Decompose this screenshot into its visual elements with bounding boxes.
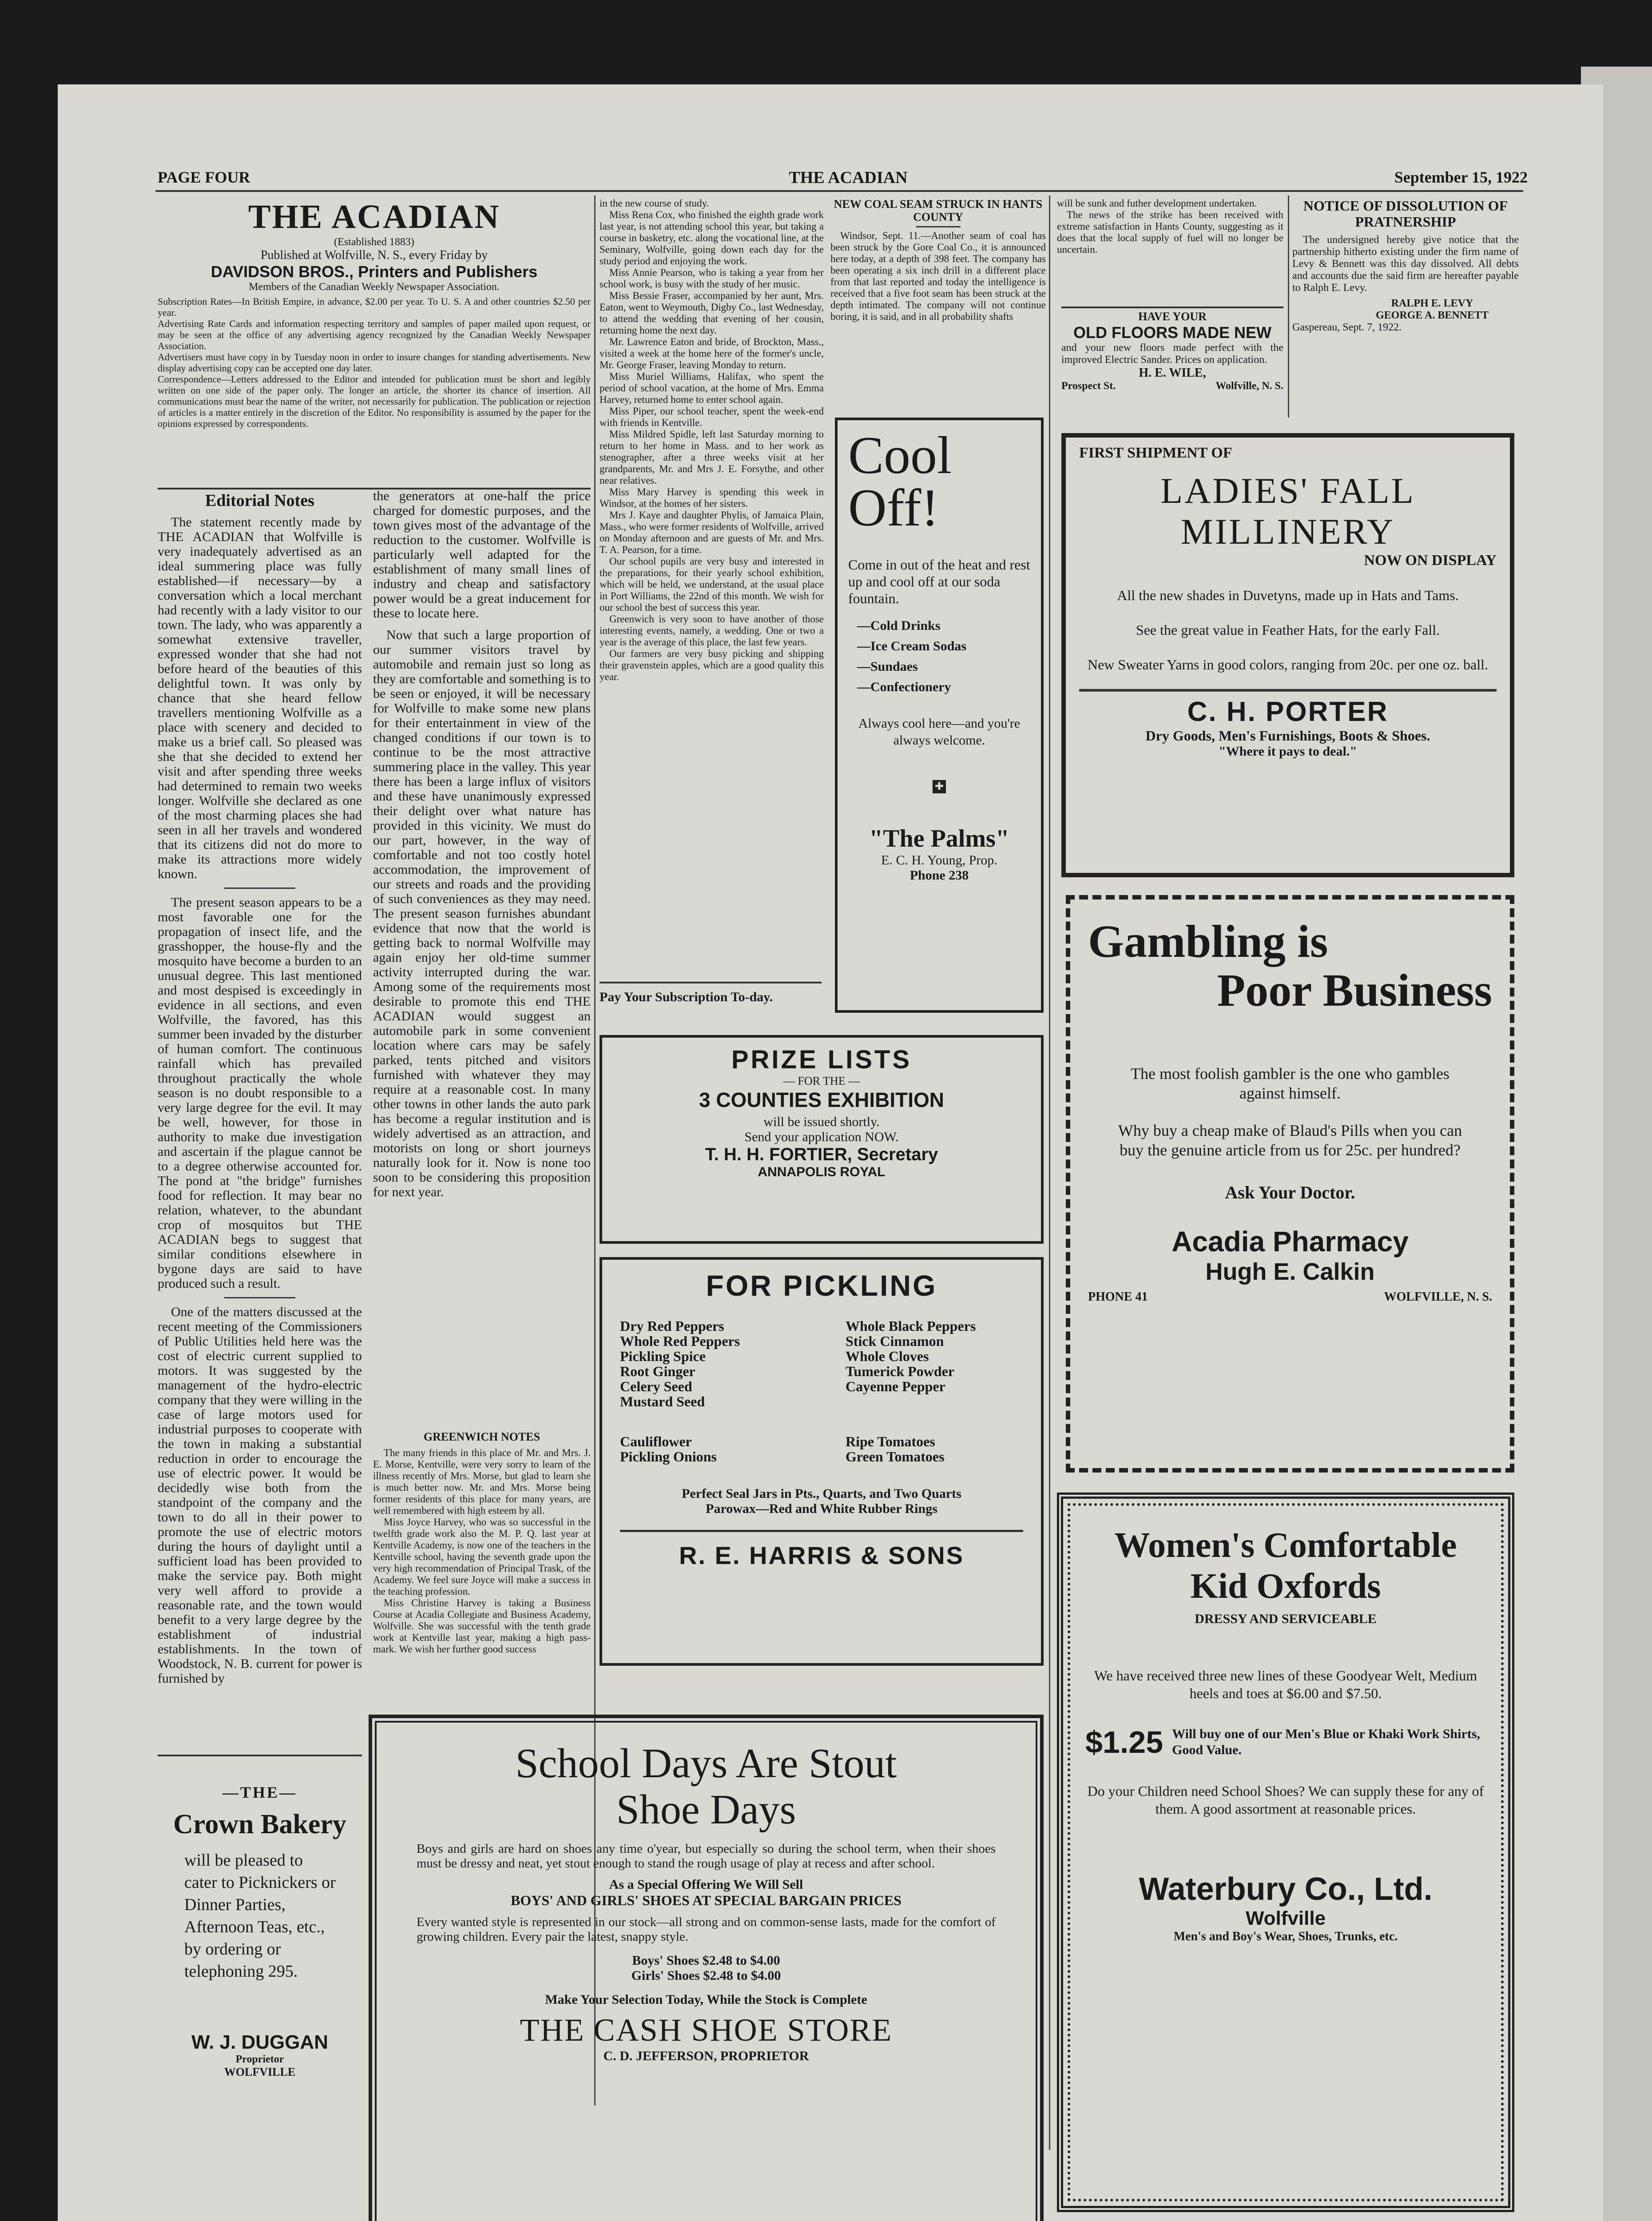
coal-text-cont: will be sunk and futher development undertaken.	[1057, 198, 1257, 209]
paper-name-header: THE ACADIAN	[789, 168, 908, 187]
pickling-item: Whole Black Peppers	[846, 1318, 976, 1334]
prize-lists-ad	[600, 1035, 1044, 1244]
pharmacy-proprietor: Hugh E. Calkin	[1205, 1258, 1375, 1285]
dissolution-heading: NOTICE OF DISSOLUTION OF PRATNERSHIP	[1303, 198, 1508, 230]
news-item: Miss Piper, our school teacher, spent the week-end with friends in Kentville.	[600, 406, 824, 428]
subscribe-reminder: Pay Your Subscription To-day.	[600, 990, 773, 1004]
editorial-paragraph: Now that such a large proportion of our summer visitors travel by automobile and remain just so long as they are comfortable and something is to be seen or enjoyed, it will be necessary for Wolfville to make some new plans for their entertainment in view of the changed conditions if our town is to continue to be the most attractive summering place in the valley. This year there has been a large influx of visitors and these have unanimously expressed their delight over what nature has provided in this vicinity. We must do our part, however, in the way of comfortable and not too costly hotel accommodation, the improvement of our streets and roads and the providing of such conveniences as they may need. The present season furnishes abundant evidence that now that the world is getting back to normal Wolfville may again enjoy her old-time summer activity interrupted during the war. Among some of the requirements most desirable to promote this end THE ACADIAN would suggest an automobile park in some convenient location where cars may be safely parked, tents pitched and visitors furnished with whatever they may require at a reasonable cost. In many other towns in other lands the auto park has become a regular institution and is widely advertised as an attraction, and motorists on long or short journeys naturally look for it. Now is none too soon to be considering this proposition for next year.	[373, 628, 591, 1199]
coal-news-continued	[1057, 198, 1283, 309]
palms-body: Come in out of the heat and rest up and cool off at our soda fountain.	[848, 557, 1030, 606]
news-item: Greenwich is very soon to have another of those interesting events, namely, a wedding. One or two a year is the average of this place, the last few years.	[600, 613, 824, 648]
prize-line: will be issued shortly.	[763, 1114, 880, 1129]
shoe-store-ad	[369, 1715, 1044, 2221]
pickling-item: Stick Cinnamon	[846, 1333, 944, 1349]
pharmacy-ad	[1066, 895, 1514, 1473]
gambling-headline-2: Poor Business	[1217, 965, 1492, 1016]
shoes-headline-1: School Days Are Stout	[515, 1740, 897, 1787]
masthead-published: Published at Wolfville, N. S., every Friday by	[260, 248, 488, 262]
news-item: Miss Muriel Williams, Halifax, who spent the period of school vacation, at the home of Mrs. Emma Harvey, returned home to enter school again.	[600, 371, 824, 405]
palms-name: "The Palms"	[869, 825, 1009, 852]
gambling-headline-1: Gambling is	[1088, 916, 1328, 967]
oxfords-headline-1: Women's Comfortable	[1114, 1526, 1457, 1565]
dissolution-body: The undersigned hereby give notice that the partnership hitherto existing under the firm name of Levy & Bennett was this day dissolved. All debts and accounts due the said firm are hereafter payable to Ralph E. Levy.	[1292, 234, 1519, 294]
header-rule	[155, 190, 1523, 192]
floors-address: Prospect St.	[1061, 380, 1116, 392]
bakery-role: Proprietor	[235, 2054, 284, 2065]
shoes-body: Every wanted style is represented in our stock—all strong and on common-sense lasts, made for the comfort of growing children. Every pair the latest, snappy style.	[417, 1915, 996, 1944]
porter-slogan: "Where it pays to deal."	[1219, 744, 1357, 759]
bakery-body: will be pleased to cater to Picknickers or Dinner Parties, Afternoon Teas, etc., by ordering or telephoning 295.	[184, 1851, 336, 1981]
floors-ad	[1061, 306, 1283, 415]
pickling-title: FOR PICKLING	[706, 1269, 937, 1302]
editorial-heading: Editorial Notes	[205, 491, 314, 510]
pharmacy-phone: PHONE 41	[1088, 1290, 1148, 1304]
coal-news	[830, 198, 1046, 406]
cash-shoe-store-name: THE CASH SHOE STORE	[520, 2012, 893, 2048]
shoes-offer-title: BOYS' AND GIRLS' SHOES AT SPECIAL BARGAIN PRICES	[511, 1892, 901, 1908]
floors-body: and your new floors made perfect with the improved Electric Sander. Prices on application.	[1061, 342, 1283, 366]
porter-name: C. H. PORTER	[1187, 697, 1389, 727]
coal-heading: NEW COAL SEAM STRUCK IN HANTS COUNTY	[834, 198, 1043, 223]
pickling-item: Ripe Tomatoes	[846, 1433, 935, 1449]
news-item: Our farmers are very busy picking and shipping their gravenstein apples, which are a good quality this year.	[600, 648, 824, 682]
palms-item: —Cold Drinks	[857, 618, 941, 633]
millinery-sub: NOW ON DISPLAY	[1364, 552, 1497, 569]
gambling-ask: Ask Your Doctor.	[1225, 1182, 1355, 1202]
waterbury-ad	[1057, 1493, 1514, 2212]
pickling-ad	[600, 1257, 1044, 1666]
pickling-item: Root Ginger	[620, 1363, 695, 1379]
pickling-line: Parowax—Red and White Rubber Rings	[706, 1501, 937, 1516]
cash-shoe-store-proprietor: C. D. JEFFERSON, PROPRIETOR	[603, 2049, 809, 2063]
dissolution-notice	[1292, 198, 1519, 415]
coal-text-cont: The news of the strike has been received with extreme satisfaction in Hants County, suggesting as it does that the local supply of fuel will no longer be uncertain.	[1057, 209, 1283, 255]
waterbury-desc: Men's and Boy's Wear, Shoes, Trunks, etc.	[1173, 1930, 1398, 1943]
editorial-column-1	[158, 491, 362, 1743]
harris-name: R. E. HARRIS & SONS	[679, 1541, 964, 1569]
bakery-name: Crown Bakery	[173, 1809, 346, 1839]
palms-phone: Phone 238	[909, 868, 969, 883]
news-item: in the new course of study.	[600, 198, 709, 209]
bakery-town: WOLFVILLE	[224, 2066, 296, 2078]
greenwich-notes	[373, 1430, 591, 1706]
shirt-text: Will buy one of our Men's Blue or Khaki Work Shirts, Good Value.	[1172, 1727, 1480, 1757]
pickling-item: Tumerick Powder	[846, 1363, 955, 1379]
palms-item: —Confectionery	[857, 680, 951, 694]
news-item: Miss Annie Pearson, who is taking a year from her school work, is busy with the study of her music.	[600, 267, 824, 290]
gambling-line: Why buy a cheap make of Blaud's Pills when you can buy the genuine article from us for 25c. per hundred?	[1118, 1122, 1462, 1159]
news-item: Miss Christine Harvey is taking a Business Course at Acadia Collegiate and Business Academy, Wolfville. She was successful with the tenth grade work at Kentville last year, making a high pass-mark. We wish her further good success	[373, 1597, 591, 1655]
palms-item: —Sundaes	[857, 659, 918, 674]
masthead-established: (Established 1883)	[334, 236, 414, 248]
shoes-price: Girls' Shoes $2.48 to $4.00	[631, 1968, 781, 1983]
ornament-icon: ✚	[933, 780, 946, 793]
editorial-paragraph: The present season appears to be a most favorable one for the propagation of insect life, and the grasshopper, the house-fly and the mosquito have become a burden to an unusual degree. This last mentioned and most despised is exceedingly in evidence in all sections, and even Wolfville, the favored, has this summer been invaded by the disturber of human comfort. The continuous rainfall which has prevailed throughout practically the whole season is no doubt responsible to a very large degree for the evil. It may be well, however, for those in authority to make due investigation and ascertain if the plague cannot be to a degree otherwise accounted for. The pond at "the bridge" furnishes food for reflection. It may bear no relation, whatever, to the abundant crop of mosquitos but THE ACADIAN begs to suggest that similar conditions elsewhere in bygone days are said to have produced such a result.	[158, 895, 362, 1291]
pharmacy-town: WOLFVILLE, N. S.	[1384, 1290, 1492, 1304]
editorial-paragraph: the generators at one-half the price charged for domestic purposes, and the town gives most of the advantage of the reduction to the customer. Wolfville is particularly well adapted for the establishment of many small lines of industry and cheap and satisfactory power would be a great inducement for these to locate here.	[373, 489, 591, 621]
shoes-call: Make Your Selection Today, While the Stock is Complete	[545, 1992, 867, 2007]
palms-closing: Always cool here—and you're always welcome.	[858, 716, 1021, 748]
millinery-line: See the great value in Feather Hats, for the early Fall.	[1136, 622, 1440, 638]
bakery-owner: W. J. DUGGAN	[191, 2031, 329, 2053]
masthead-title: THE ACADIAN	[248, 198, 500, 235]
pickling-item: Cauliflower	[620, 1433, 692, 1449]
news-item: Miss Joyce Harvey, who was so successful in the twelfth grade work also the M. P. Q. last year at Kentville Academy, is now one of the teachers in the Kentville school, having the seventh grade upon the very high recommendation of Principal Trask, of the Academy. We feel sure Joyce will make a success in the teaching profession.	[373, 1516, 591, 1597]
pickling-list-right	[846, 1318, 1023, 1409]
section-rule	[600, 982, 822, 983]
prize-secretary: T. H. H. FORTIER, Secretary	[705, 1145, 938, 1164]
pickling-item: Whole Red Peppers	[620, 1333, 740, 1349]
pickling-item: Green Tomatoes	[846, 1449, 945, 1465]
prize-event: 3 COUNTIES EXHIBITION	[699, 1088, 945, 1111]
news-item: Miss Rena Cox, who finished the eighth grade work last year, is not attending school this year, but taking a course in basketry, etc. along the vocational line, at the Seminary, Wolfville, going down each day for the study period and enjoying the work.	[600, 209, 824, 267]
editorial-column-2	[373, 489, 591, 1430]
millinery-title: LADIES' FALL MILLINERY	[1160, 470, 1415, 552]
masthead-advertisers: Advertisers must have copy in by Tuesday noon in order to insure changes for standing advertisements. New display advertising copy can be accepted one day later.	[158, 351, 591, 374]
news-item: Our school pupils are very busy and interested in the preparations, for their yearly school exhibition, which will be held, we understand, at the usual place in Port Williams, the 22nd of this month. We wish for our school the best of success this year.	[600, 556, 824, 613]
palms-ad	[835, 418, 1044, 1013]
masthead-advertising: Advertising Rate Cards and information respecting territory and samples of paper mailed upon request, or may be seen at the office of any advertising agency recognized by the Canadian Weekly Newspaper Association.	[158, 318, 591, 351]
pharmacy-name: Acadia Pharmacy	[1171, 1226, 1409, 1258]
pickling-item: Pickling Onions	[620, 1449, 717, 1465]
editorial-paragraph: The statement recently made by THE ACADIAN that Wolfville is very inadequately advertised as an ideal summering place was fully established—if necessary—by a conversation which a local merchant had recently with a lady visitor to our town. The lady, who was apparently a somewhat extensive traveller, expressed wonder that she had not before heard of the beauties of this delightful town. It was only by chance that she heard fellow travellers mentioning Wolfville as a place with scenery and decided to make us a brief call. So pleased was she that she decided to extend her visit and after spending three weeks had determined to remain two weeks longer. Wolfville she declared as one of the most charming places she had seen in all her travels and wondered that its citizens did not do more to make its attractions more widely known.	[158, 515, 362, 881]
pickling-item: Pickling Spice	[620, 1348, 706, 1364]
dissolution-signature: RALPH E. LEVY	[1391, 298, 1473, 309]
floors-pre: HAVE YOUR	[1138, 310, 1207, 323]
masthead-publisher: DAVIDSON BROS., Printers and Publishers	[210, 263, 538, 281]
pickling-item: Dry Red Peppers	[620, 1318, 724, 1334]
palms-items	[857, 616, 1030, 697]
floors-title: OLD FLOORS MADE NEW	[1073, 323, 1271, 342]
news-item: Miss Mildred Spidle, left last Saturday morning to return to her home in Mass. and to her work as stenographer, after a three weeks visit at her grandparents, Mr. and Mrs J. E. Forsythe, and other near relatives.	[600, 429, 824, 486]
prize-for: — FOR THE —	[783, 1075, 860, 1087]
editorial-paragraph: One of the matters discussed at the recent meeting of the Commissioners of Public Utilities held here was the cost of electric current supplied to motors. It was suggested by the management of the hydro-electric company that they were willing in the case of large motors used for industrial purposes to cooperate with the town in making a substantial reduction in order to encourage the use of electric power. It would be decidedly wise both from the standpoint of the company and the town to do all in their power to promote the use of electric motors during the hours of daylight until a sufficient load has been provided to make the service pay. Both might very well afford to provide a reasonable rate, and the town would benefit to a very large degree by the establishment of industrial establishments. In the town of Woodstock, N. B. current for power is furnished by	[158, 1305, 362, 1686]
column-divider	[1049, 195, 1050, 2150]
pickling-list-left	[620, 1318, 740, 1409]
pickling-item: Celery Seed	[620, 1378, 692, 1394]
news-item: Miss Bessie Fraser, accompanied by her aunt, Mrs. Eaton, went to Weymouth, Digby Co., last Wednesday, to attend the wedding that evening of her cousin, returning home the next day.	[600, 290, 824, 336]
prize-title: PRIZE LISTS	[731, 1045, 912, 1074]
pickling-item: Cayenne Pepper	[846, 1378, 945, 1394]
bakery-ad	[158, 1755, 362, 2212]
palms-item: —Ice Cream Sodas	[857, 639, 967, 653]
shirt-price: $1.25	[1085, 1725, 1164, 1759]
pickling-item: Whole Cloves	[846, 1348, 929, 1364]
palms-headline: Cool Off!	[848, 426, 952, 537]
masthead-members: Members of the Canadian Weekly Newspaper Association.	[249, 281, 500, 293]
millinery-line: All the new shades in Duvetyns, made up in Hats and Tams.	[1117, 587, 1459, 603]
news-item: Mrs J. Kaye and daughter Phylis, of Jamaica Plain, Mass., who were former residents of Wolfville, arrived on Monday afternoon and are guests of Mr. and Mrs. T. A. Pearson, for a time.	[600, 509, 824, 555]
oxfords-sub: DRESSY AND SERVICEABLE	[1195, 1612, 1377, 1626]
floors-town: Wolfville, N. S.	[1215, 380, 1283, 392]
issue-date: September 15, 1922	[1394, 168, 1528, 186]
pickling-list-left-2	[620, 1434, 717, 1464]
oxfords-line: We have received three new lines of these Goodyear Welt, Medium heels and toes at $6.00 and $7.50.	[1094, 1668, 1477, 1701]
masthead	[158, 198, 591, 486]
palms-proprietor: E. C. H. Young, Prop.	[881, 853, 997, 868]
shoes-body: Boys and girls are hard on shoes any time o'year, but especially so during the school term, when their shoes must be dressy and neat, yet stout enough to stand the rough usage of play at recess and after school.	[417, 1842, 996, 1871]
masthead-subscription: Subscription Rates—In British Empire, in advance, $2.00 per year. To U. S. A and other countries $2.50 per year.	[158, 296, 591, 318]
news-item: Mr. Lawrence Eaton and bride, of Brockton, Mass., visited a week at the home here of the former's uncle, Mr. George Fraser, leaving Monday to return.	[600, 336, 824, 370]
oxfords-headline-2: Kid Oxfords	[1190, 1567, 1381, 1606]
waterbury-name: Waterbury Co., Ltd.	[1139, 1871, 1433, 1907]
bakery-the: —THE—	[222, 1783, 298, 1801]
prize-line: Send your application NOW.	[744, 1130, 899, 1144]
news-item: The many friends in this place of Mr. and Mrs. J. E. Morse, Kentville, were very sorry to learn of the illness recently of Mrs. Morse, but glad to learn she is much better now. Mr. and Mrs. Morse being former residents of this place for many years, are well remembered with high esteem by all.	[373, 1447, 591, 1516]
millinery-pre: FIRST SHIPMENT OF	[1079, 445, 1232, 461]
prize-place: ANNAPOLIS ROYAL	[758, 1165, 886, 1179]
coal-text: Windsor, Sept. 11.—Another seam of coal has been struck by the Gore Coal Co., it is announced here today, at a depth of 398 feet. The company has been operating a six inch drill in a different place from that last reported and today the intelligence is received that a five foot seam has been struck at the depth intimated. The company will not continue boring, it is said, and in all probability shafts	[830, 230, 1046, 322]
millinery-line: New Sweater Yarns in good colors, ranging from 20c. per one oz. ball.	[1087, 657, 1488, 673]
news-item: Miss Mary Harvey is spending this week in Windsor, at the homes of her sisters.	[600, 486, 824, 509]
pickling-line: Perfect Seal Jars in Pts., Quarts, and Two Quarts	[682, 1486, 961, 1501]
masthead-correspondence: Correspondence—Letters addressed to the Editor and intended for publication must be short and legibly written on one side of the paper only. The longer an article, the shorter its chance of insertion. All communications must bear the name of the writer, not necessarily for publication. The publication or rejection of articles is a matter entirely in the discretion of the Editor. No responsibility is assumed by the paper for the opinions expressed by correspondents.	[158, 374, 591, 429]
pickling-list-right-2	[846, 1434, 1023, 1464]
dissolution-signature: GEORGE A. BENNETT	[1375, 310, 1489, 321]
porter-desc: Dry Goods, Men's Furnishings, Boots & Shoes.	[1145, 728, 1430, 744]
floors-name: H. E. WILE,	[1139, 366, 1206, 380]
column-divider	[1288, 195, 1289, 418]
shoes-headline-2: Shoe Days	[616, 1787, 796, 1833]
shoes-price: Boys' Shoes $2.48 to $4.00	[632, 1953, 780, 1968]
oxfords-line: Do your Children need School Shoes? We can supply these for any of them. A good assortment at reasonable prices.	[1087, 1783, 1484, 1817]
gambling-line: The most foolish gambler is the one who gambles against himself.	[1131, 1065, 1449, 1102]
dissolution-place: Gaspereau, Sept. 7, 1922.	[1292, 322, 1402, 333]
greenwich-heading: GREENWICH NOTES	[423, 1430, 540, 1443]
pickling-item: Mustard Seed	[620, 1393, 705, 1409]
waterbury-town: Wolfville	[1245, 1907, 1326, 1929]
page-number: PAGE FOUR	[158, 168, 250, 186]
millinery-ad	[1061, 433, 1514, 877]
greenwich-notes-continued	[600, 198, 824, 1006]
shoes-offer: As a Special Offering We Will Sell	[609, 1877, 803, 1892]
